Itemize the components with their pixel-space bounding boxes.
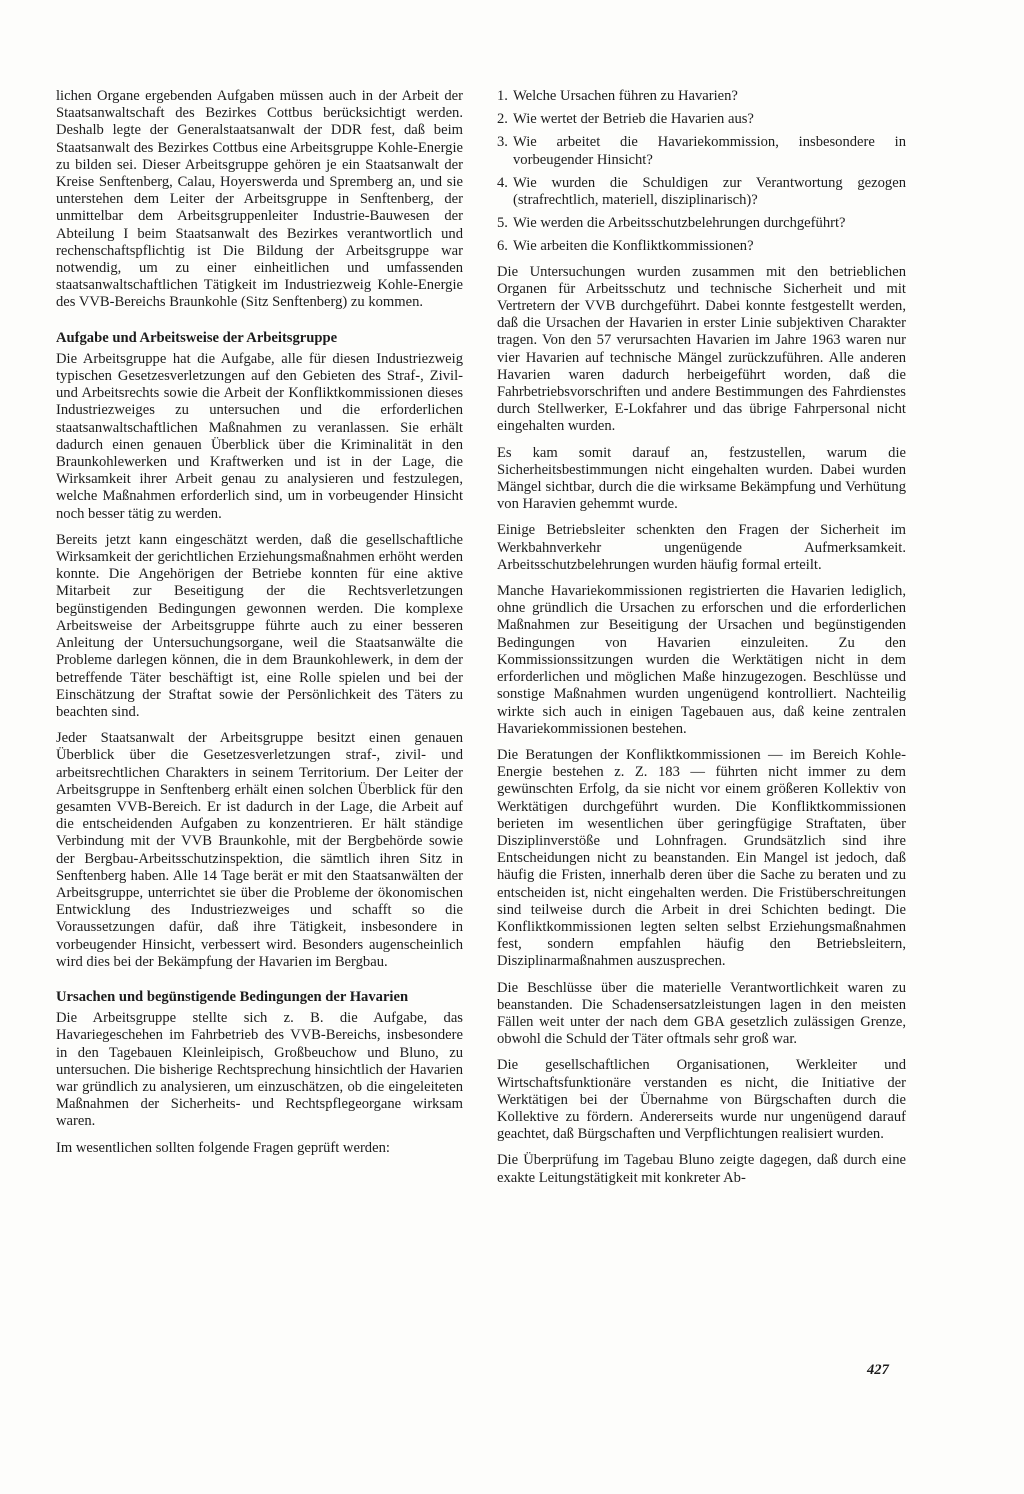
list-text: Wie werden die Arbeitsschutzbelehrungen durchgeführt?: [513, 215, 846, 232]
page-number: 427: [867, 1362, 889, 1378]
list-text: Wie arbeitet die Havariekommission, insbesondere in vorbeugender Hinsicht?: [513, 134, 906, 168]
left-column: [56, 88, 463, 1166]
paragraph: Die Überprüfung im Tagebau Bluno zeigte dagegen, daß durch eine exakte Leitungstätigkeit mit konkreter Ab-: [497, 1152, 906, 1186]
paragraph: Im wesentlichen sollten folgende Fragen geprüft werden:: [56, 1139, 390, 1156]
section-heading: Aufgabe und Arbeitsweise der Arbeitsgruppe: [56, 329, 338, 346]
list-item: [497, 175, 906, 209]
right-column: [497, 88, 906, 1196]
paragraph: Die Untersuchungen wurden zusammen mit den betrieblichen Organen für Arbeitsschutz und technische Sicherheit und mit Vertretern der VVB durchgeführt. Dabei konnte festgestellt werden, daß die Ursachen der Havarien in erster Linie subjektiven Charakter tragen. Von den 57 verursachten Havarien im Jahre 1963 waren nur vier Havarien auf technische Mängel zurückzuführen. Alle anderen Havarien waren dadurch herbeigeführt worden, daß die Fahrbetriebsvorschriften und andere Bestimmungen des Fahrdienstes durch Stellwerker, E-Lokfahrer und das übrige Fahrpersonal nicht eingehalten wurden.: [497, 263, 906, 435]
list-number: 1.: [497, 88, 508, 104]
list-number: 3.: [497, 134, 508, 151]
list-number: 6.: [497, 238, 508, 255]
list-number: 4.: [497, 174, 508, 191]
list-number: 2.: [497, 111, 508, 128]
paragraph: Die Beschlüsse über die materielle Verantwortlichkeit waren zu beanstanden. Die Schadensersatzleistungen lagen in den meisten Fällen weit unter der nach dem GBA gesetzlich zulässigen Grenze, obwohl die Schuld der Täter oftmals sehr groß war.: [497, 979, 906, 1048]
list-text: Wie wertet der Betrieb die Havarien aus?: [513, 111, 754, 128]
list-item: [497, 134, 906, 168]
list-item: [497, 111, 906, 128]
paragraph: Bereits jetzt kann eingeschätzt werden, daß die gesellschaftliche Wirksamkeit der gerichtlichen Erziehungsmaßnahmen erhöht werden konnte. Die Angehörigen der Betriebe konnten für eine aktive Mitarbeit zur Beseitigung der die Rechtsverletzungen begünstigenden Bedingungen gewonnen werden. Die komplexe Arbeitsweise der Arbeitsgruppe führte auch zu einer besseren Anleitung der Untersuchungsorgane, weil die Staatsanwälte die Probleme darlegen können, die in dem Braunkohlewerk, in dem der betreffende Täter beschäftigt ist, eine Rolle spielen und bei der Einschätzung der Straftat sowie der Persönlichkeit des Täters zu beachten sind.: [56, 531, 463, 720]
list-item: [497, 88, 906, 105]
paragraph: Die gesellschaftlichen Organisationen, Werkleiter und Wirtschaftsfunktionäre verstanden es nicht, die Initiative der Werktätigen bei der Übernahme von Bürgschaften durch die Kollektive zu fördern. Andererseits wurde nur ungenügend darauf geachtet, daß Bürgschaften und Verpflichtungen realisiert wurden.: [497, 1057, 906, 1143]
question-list: [497, 88, 906, 256]
paragraph: Jeder Staatsanwalt der Arbeitsgruppe besitzt einen genauen Überblick über die Gesetzesverletzungen straf-, zivil- und arbeitsrechtlichen Charakters in seinem Territorium. Der Leiter der Arbeitsgruppe in Senftenberg erhält einen solchen Überblick für den gesamten VVB-Bereich. Er ist dadurch in der Lage, die Arbeit auf die entscheidenden Aufgaben zu konzentrieren. Er hält ständige Verbindung mit der VVB Braunkohle, mit der Bergbehörde sowie der Bergbau-Arbeitsschutzinspektion, die sämtlich ihren Sitz in Senftenberg haben. Alle 14 Tage berät er mit den Staatsanwälten der Arbeitsgruppe, unterrichtet sie über die Probleme der ökonomischen Entwicklung des Industriezweiges und schafft so die Voraussetzungen dafür, daß ihre Tätigkeit, insbesondere in vorbeugender Hinsicht, verbessert wird. Besonders augenscheinlich wird dies bei der Bekämpfung der Havarien im Bergbau.: [56, 730, 463, 970]
paragraph: Es kam somit darauf an, festzustellen, warum die Sicherheitsbestimmungen nicht eingehalten wurden. Dabei wurden Mängel sichtbar, durch die die wirksame Bekämpfung und Verhütung von Haravien gehemmt wurde.: [497, 444, 906, 513]
list-item: [497, 215, 906, 232]
list-text: Wie arbeiten die Konfliktkommissionen?: [513, 238, 754, 255]
list-number: 5.: [497, 215, 508, 232]
paragraph: Manche Havariekommissionen registrierten die Havarien lediglich, ohne gründlich die Ursachen zu erforschen und die erforderlichen Maßnahmen zur Beseitigung der Ursachen und begünstigenden Bedingungen von Havarien einzuleiten. Zu den Kommissionssitzungen wurden die Werktätigen nicht in dem erforderlichen und möglichen Maße hinzugezogen. Beschlüsse und sonstige Maßnahmen wurden ungenügend kontrolliert. Nachteilig wirkte sich auch in einigen Tagebauen aus, daß keine zentralen Havariekommissionen bestehen.: [497, 583, 906, 737]
paragraph: lichen Organe ergebenden Aufgaben müssen auch in der Arbeit der Staatsanwaltschaft des Bezirkes Cottbus berücksichtigt werden. Deshalb legte der Generalstaatsanwalt der DDR fest, daß beim Staatsanwalt des Bezirkes Cottbus eine Arbeitsgruppe Kohle-Energie zu bilden sei. Dieser Arbeitsgruppe gehören je ein Staatsanwalt der Kreise Senftenberg, Calau, Hoyerswerda und Spremberg an, und sie unterstehen dem Leiter der Arbeitsgruppe in Senftenberg, der unmittelbar dem Arbeitsgruppenleiter Industrie-Bauwesen der Abteilung I beim Staatsanwalt des Bezirkes verantwortlich und rechenschaftspflichtig ist Die Bildung der Arbeitsgruppe war notwendig, um zu einer einheitlichen und umfassenden staatsanwaltschaftlichen Tätigkeit im Industriezweig Kohle-Energie des VVB-Bereichs Braunkohle (Sitz Senftenberg) zu kommen.: [56, 88, 463, 311]
paragraph: Die Arbeitsgruppe stellte sich z. B. die Aufgabe, das Havariegeschehen im Fahrbetrieb des VVB-Bereichs, insbesondere in den Tagebauen Kleinleipisch, Großbeuchow und Bluno, zu untersuchen. Die bisherige Rechtsprechung hinsichtlich der Havarien war gründlich zu analysieren, um einzuschätzen, ob die eingeleiteten Maßnahmen der Sicherheits- und Rechtspflegeorgane wirksam waren.: [56, 1010, 463, 1130]
section-heading: Ursachen und begünstigende Bedingungen der Havarien: [56, 988, 409, 1005]
paragraph: Die Beratungen der Konfliktkommissionen — im Bereich Kohle-Energie bestehen z. Z. 183 — führten nicht immer zu dem gewünschten Erfolg, da sie nicht vor einem größeren Kollektiv von Werktätigen durchgeführt wurden. Die Konfliktkommissionen berieten im wesentlichen über geringfügige Straftaten, über Disziplinverstöße und Lohnfragen. Grundsätzlich sind ihre Entscheidungen nicht zu beanstanden. Ein Mangel ist jedoch, daß häufig die Fristen, innerhalb deren über die Sache zu beraten und zu entscheiden ist, nicht eingehalten werden. Die Fristüberschreitungen sind teilweise durch die Arbeit in drei Schichten bedingt. Die Konfliktkommissionen legten selten selbst Erziehungsmaßnahmen fest, sondern empfahlen häufig den Betriebsleitern, Disziplinarmaßnahmen auszusprechen.: [497, 746, 906, 970]
list-item: [497, 238, 906, 255]
list-text: Wie wurden die Schuldigen zur Verantwortung gezogen (strafrechtlich, materiell, disziplinarisch)?: [513, 174, 906, 209]
paragraph: Die Arbeitsgruppe hat die Aufgabe, alle für diesen Industriezweig typischen Gesetzesverletzungen auf den Gebieten des Straf-, Zivil- und Arbeitsrechts sowie die Arbeit der Konfliktkommissionen dieses Industriezweiges zu untersuchen und die erforderlichen staatsanwaltschaftlichen Maßnahmen zu veranlassen. Sie erhält dadurch einen genauen Überblick über die Kriminalität in den Braunkohlewerken und Kraftwerken und ist in der Lage, die Wirksamkeit ihrer Arbeit genau zu analysieren und festzulegen, welche Maßnahmen erforderlich sind, um in vorbeugender Hinsicht noch besser tätig zu werden.: [56, 350, 463, 522]
paragraph: Einige Betriebsleiter schenkten den Fragen der Sicherheit im Werkbahnverkehr ungenügende Aufmerksamkeit. Arbeitsschutzbelehrungen wurden häufig formal erteilt.: [497, 522, 906, 573]
list-text: Welche Ursachen führen zu Havarien?: [513, 88, 738, 104]
